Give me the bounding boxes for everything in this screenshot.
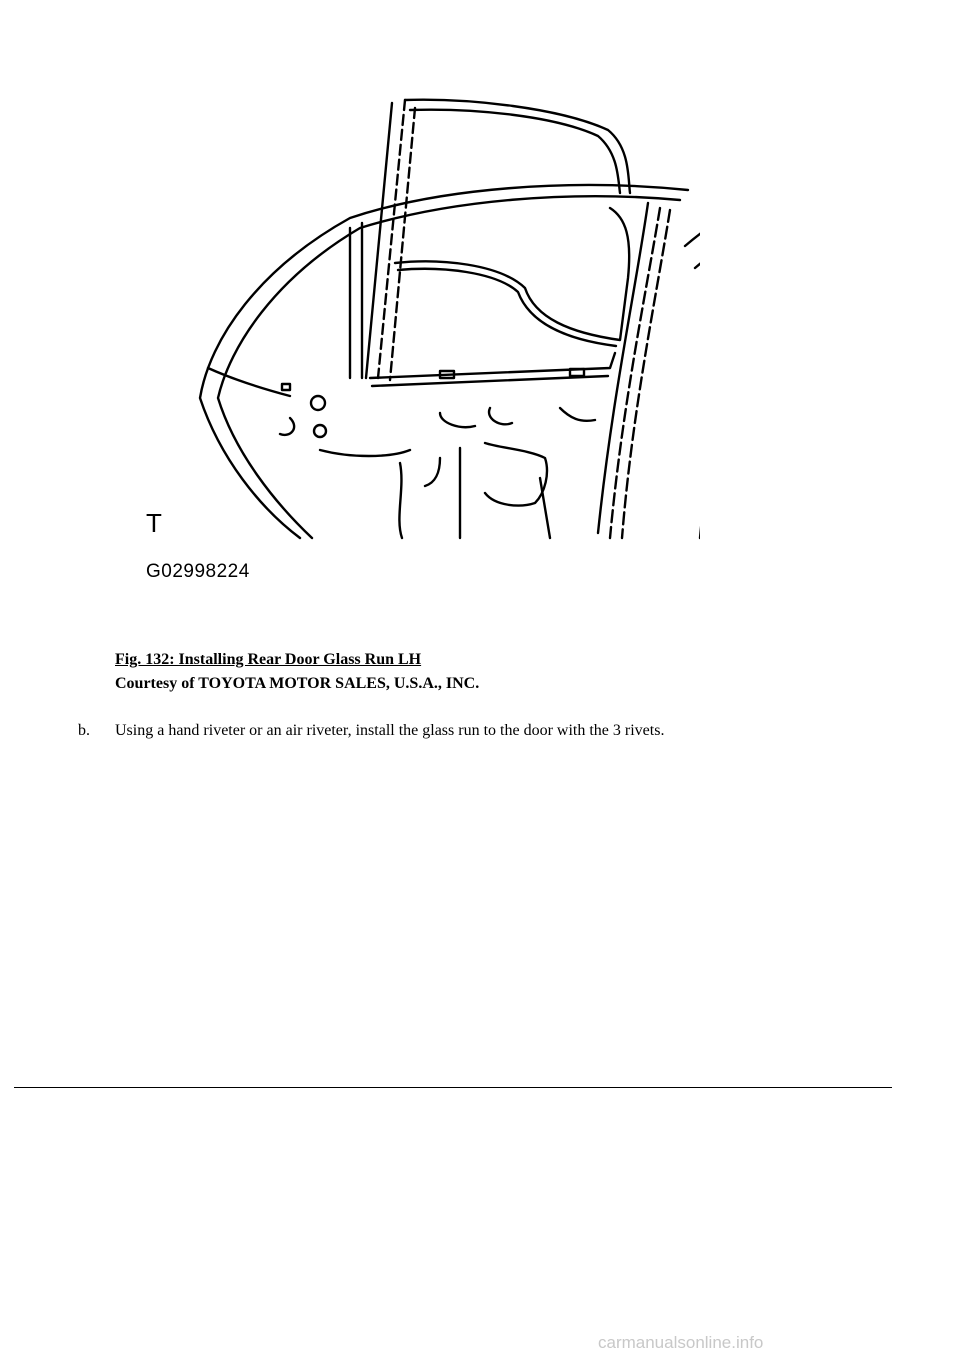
glass-run-rear-channel (610, 208, 660, 538)
figure-letter: T (146, 508, 162, 538)
procedure-step (78, 720, 664, 742)
door-glass (395, 208, 629, 340)
door-line-drawing (140, 78, 700, 598)
step-text: Using a hand riveter or an air riveter, install the glass run to the door with the 3 rivets. (115, 722, 665, 739)
glass-run-front-channel (378, 100, 405, 378)
rear-body-panel (685, 188, 700, 538)
figure-caption (115, 648, 479, 696)
figure-title-link[interactable]: Fig. 132: Installing Rear Door Glass Run LH (115, 651, 422, 668)
step-marker: b. (78, 722, 90, 739)
site-watermark: carmanualsonline.info (598, 1333, 764, 1352)
courtesy-line: Courtesy of TOYOTA MOTOR SALES, U.S.A., INC. (115, 675, 480, 692)
glass-run-upper (405, 100, 630, 193)
figure-code: G02998224 (146, 561, 250, 582)
figure-rear-door-glass-run (140, 78, 700, 598)
footer-divider (14, 1087, 892, 1088)
